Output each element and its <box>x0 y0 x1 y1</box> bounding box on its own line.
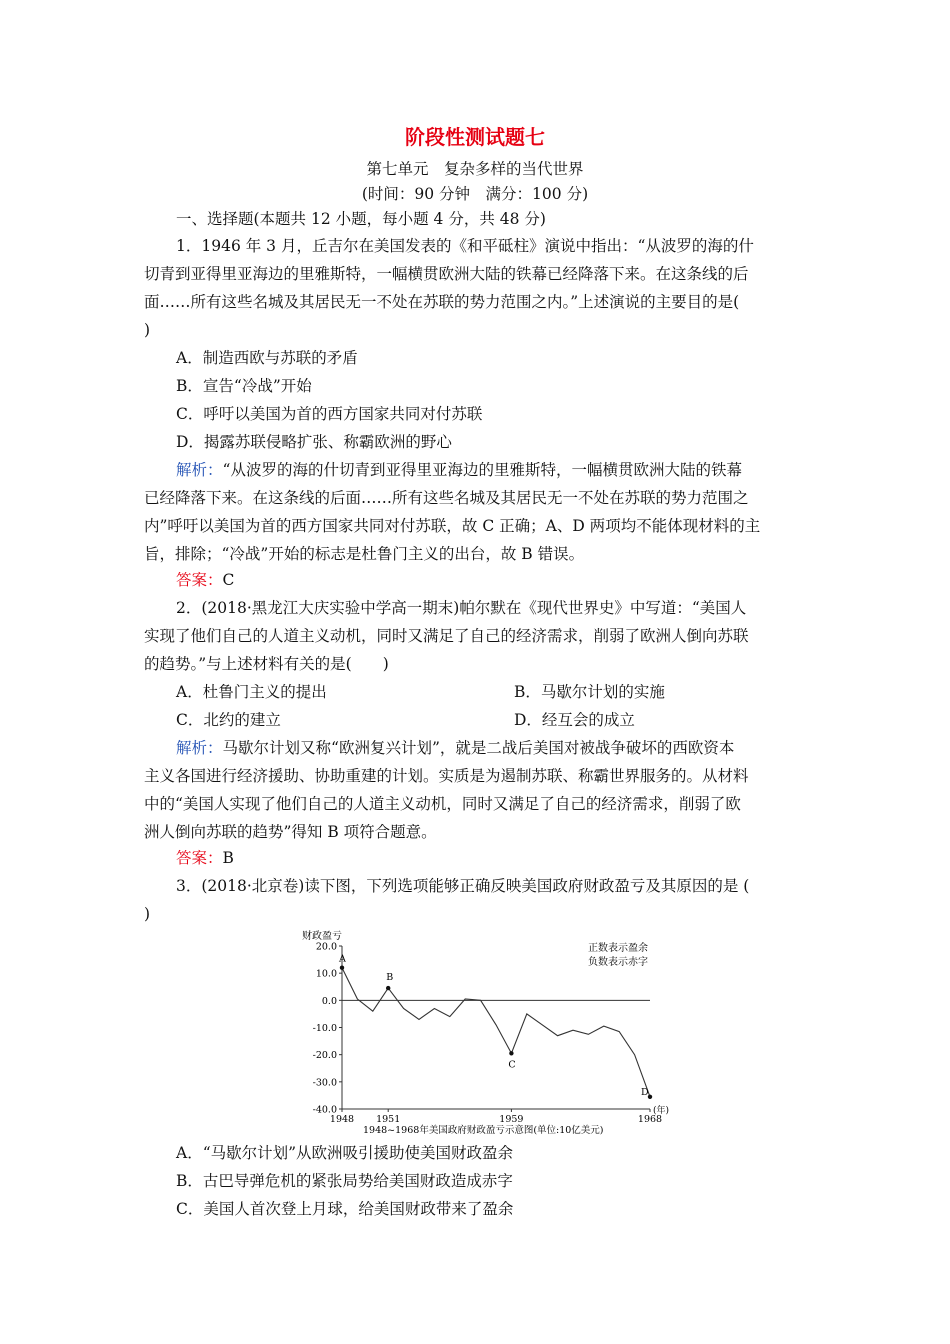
x-axis-unit: (年) <box>653 1106 670 1116</box>
q1-line: 1．1946 年 3 月，丘吉尔在美国发表的《和平砥柱》演说中指出：“从波罗的海的什 <box>176 237 754 255</box>
q3-line: ) <box>144 905 151 923</box>
q2-analysis-line: 主义各国进行经济援助、协助重建的计划。实质是为遏制苏联、称霸世界服务的。从材料 <box>144 767 749 785</box>
q2-option-b: B．马歇尔计划的实施 <box>514 683 665 701</box>
annotation-point <box>386 986 390 990</box>
q2-analysis-line: 洲人倒向苏联的趋势”得知 B 项符合题意。 <box>144 823 437 841</box>
legend-line: 正数表示盈余 <box>588 943 648 954</box>
q1-answer-label: 答案： <box>176 571 223 589</box>
y-tick-label: -20.0 <box>312 1050 337 1062</box>
q3-line: 3．(2018·北京卷)读下图，下列选项能够正确反映美国政府财政盈亏及其原因的是 ( <box>176 877 750 895</box>
q2-line: 实现了他们自己的人道主义动机，同时又满足了自己的经济需求，削弱了欧洲人倒向苏联 <box>144 627 749 645</box>
unit-subtitle: 第七单元 复杂多样的当代世界 <box>366 160 584 178</box>
y-tick-label: 10.0 <box>315 968 337 980</box>
y-tick-label: -40.0 <box>312 1104 337 1116</box>
annotation-label: A <box>339 953 346 965</box>
q3-option-c: C．美国人首次登上月球，给美国财政带来了盈余 <box>176 1200 514 1218</box>
q1-answer <box>176 568 234 590</box>
q3-option-b: B．古巴导弹危机的紧张局势给美国财政造成赤字 <box>176 1172 513 1190</box>
y-tick-label: 20.0 <box>315 941 337 953</box>
q3-option-a: A．“马歇尔计划”从欧洲吸引援助使美国财政盈余 <box>176 1144 514 1162</box>
deficit-chart <box>290 928 690 1140</box>
q1-analysis-line: 已经降落下来。在这条线的后面……所有这些名城及其居民无一不处在苏联的势力范围之 <box>144 489 749 507</box>
q2-line: 2．(2018·黑龙江大庆实验中学高一期末)帕尔默在《现代世界史》中写道：“美国人 <box>176 599 747 617</box>
question-2 <box>144 594 808 678</box>
q1-answer-value: C <box>222 571 235 589</box>
y-tick-label: -10.0 <box>312 1023 337 1034</box>
q1-analysis-line: “从波罗的海的什切青到亚得里亚海边的里雅斯特，一幅横贯欧洲大陆的铁幕 <box>222 461 742 479</box>
x-tick-label: 1948 <box>329 1114 355 1125</box>
y-tick-label: -30.0 <box>312 1077 337 1089</box>
q2-answer-value: B <box>222 849 234 867</box>
q1-line: ) <box>144 321 151 339</box>
q1-option-d: D．揭露苏联侵略扩张、称霸欧洲的野心 <box>176 433 452 451</box>
section-heading: 一、选择题(本题共 12 小题，每小题 4 分，共 48 分) <box>176 210 546 228</box>
q2-option-c: C．北约的建立 <box>176 711 281 729</box>
q2-analysis <box>144 734 808 846</box>
q2-analysis-line: 马歇尔计划又称“欧洲复兴计划”，就是二战后美国对被战争破坏的西欧资本 <box>222 739 735 757</box>
q2-answer <box>176 846 234 868</box>
q1-analysis-line: 旨，排除；“冷战”开始的标志是杜鲁门主义的出台，故 B 错误。 <box>144 545 585 563</box>
q2-answer-label: 答案： <box>176 849 223 867</box>
question-3 <box>144 872 808 928</box>
q2-option-a: A．杜鲁门主义的提出 <box>176 683 327 701</box>
annotation-label: C <box>508 1059 516 1071</box>
q2-line: 的趋势。”与上述材料有关的是( ) <box>144 655 389 673</box>
q1-option-c: C．呼吁以美国为首的西方国家共同对付苏联 <box>176 405 483 423</box>
time-info: (时间：90 分钟 满分：100 分) <box>361 185 589 203</box>
legend-line: 负数表示赤字 <box>588 957 648 968</box>
y-tick-label: 0.0 <box>321 995 337 1007</box>
q2-analysis-line: 中的“美国人实现了他们自己的人道主义动机，同时又满足了自己的经济需求，削弱了欧 <box>144 795 741 813</box>
annotation-point <box>340 966 344 970</box>
chart-caption: 1948~1968年美国政府财政盈亏示意图(单位:10亿美元) <box>363 1125 604 1136</box>
y-axis-label: 财政盈亏 <box>302 931 342 942</box>
q2-option-d: D．经互会的成立 <box>514 711 635 729</box>
annotation-point <box>509 1051 513 1055</box>
q1-analysis-label: 解析： <box>176 461 223 479</box>
question-1 <box>144 232 808 344</box>
page-title: 阶段性测试题七 <box>405 125 545 149</box>
annotation-label: D <box>641 1086 649 1098</box>
q1-analysis <box>144 456 808 568</box>
q1-option-a: A．制造西欧与苏联的矛盾 <box>176 349 358 367</box>
annotation-label: B <box>386 972 394 984</box>
x-tick-label: 1968 <box>637 1114 663 1125</box>
q1-line: 切青到亚得里亚海边的里雅斯特，一幅横贯欧洲大陆的铁幕已经降落下来。在这条线的后 <box>144 265 749 283</box>
x-tick-label: 1959 <box>499 1114 524 1125</box>
q1-option-b: B．宣告“冷战”开始 <box>176 377 312 395</box>
x-tick-label: 1951 <box>376 1114 401 1125</box>
q1-analysis-line: 内”呼吁以美国为首的西方国家共同对付苏联，故 C 正确；A、D 两项均不能体现材料的主 <box>144 517 761 535</box>
q1-line: 面……所有这些名城及其居民无一不处在苏联的势力范围之内。”上述演说的主要目的是( <box>144 293 740 311</box>
q2-analysis-label: 解析： <box>176 739 223 757</box>
